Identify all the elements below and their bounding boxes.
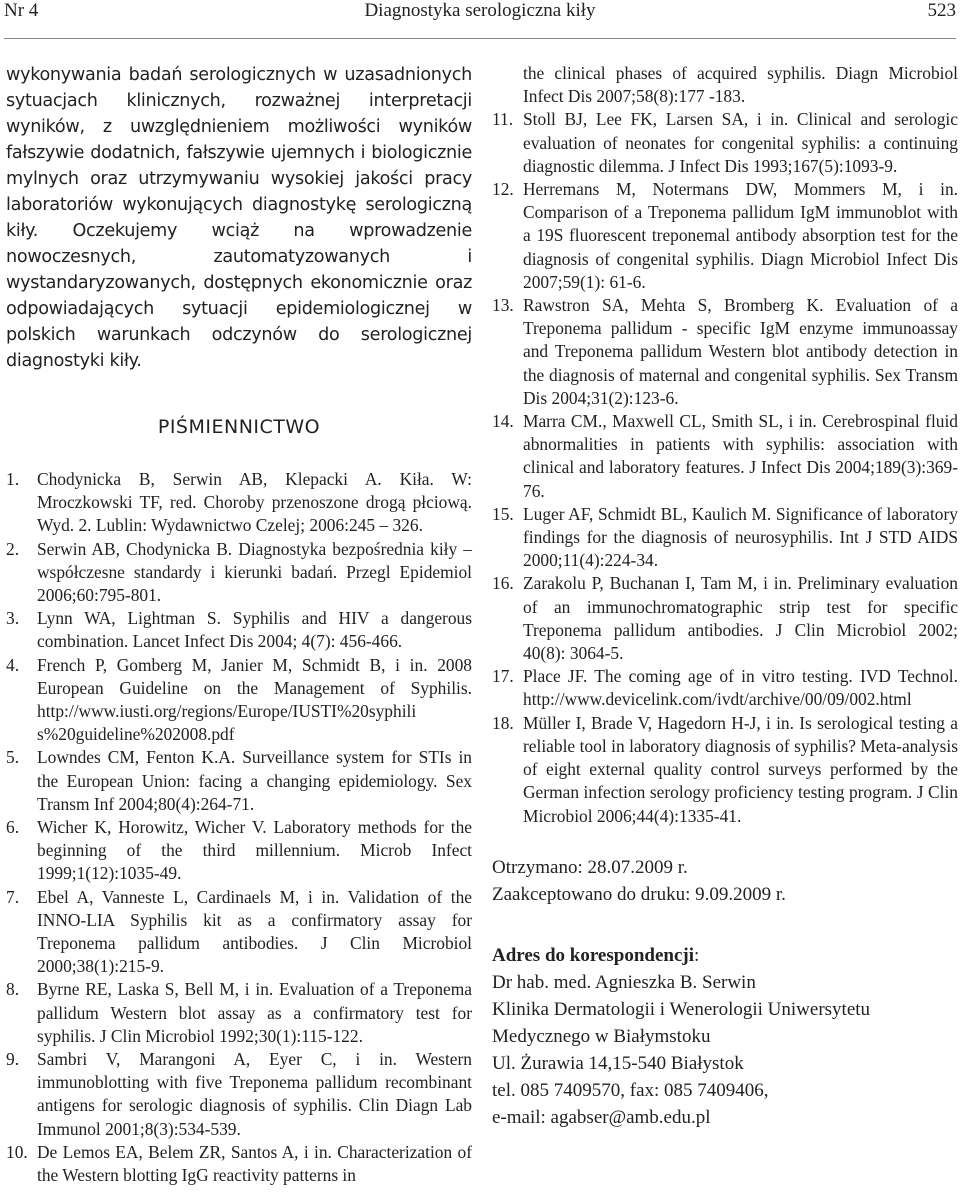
reference-number: 17. — [492, 666, 514, 687]
address-line: Dr hab. med. Agnieszka B. Serwin — [492, 971, 756, 993]
reference-item — [492, 503, 958, 573]
page-header — [0, 0, 960, 40]
page-number: 523 — [927, 0, 956, 21]
reference-number: 16. — [492, 573, 514, 594]
references-list-right — [492, 108, 958, 827]
reference-number: 1. — [6, 469, 20, 489]
reference-item — [6, 538, 472, 608]
reference-item — [6, 1048, 472, 1141]
reference-number: 10. — [6, 1141, 28, 1162]
reference-item — [492, 712, 958, 828]
right-column — [492, 62, 958, 1131]
reference-text: French P, Gomberg M, Janier M, Schmidt B, i in. 2008 European Guideline on the Management of Syphilis. http://www.iusti.org/regions/Europe/IUSTI%20syphili s%20guideline%202008.pdf — [37, 654, 472, 745]
reference-text: Stoll BJ, Lee FK, Larsen SA, i in. Clinical and serologic evaluation of neonates for congenital syphilis: a continuing diagnostic dilemma. J Infect Dis 1993;167(5):1093-9. — [523, 109, 958, 176]
references-heading: PIŚMIENNICTWO — [157, 416, 321, 438]
reference-text: Lynn WA, Lightman S. Syphilis and HIV a dangerous combination. Lancet Infect Dis 2004; 4(7): 456-466. — [37, 608, 472, 652]
reference-item — [492, 410, 958, 503]
reference-item — [6, 468, 472, 538]
received-date: Otrzymano: 28.07.2009 r. — [492, 856, 688, 878]
references-list-left — [6, 468, 472, 1187]
reference-text: Marra CM., Maxwell CL, Smith SL, i in. Cerebrospinal fluid abnormalities in patients with syphilis: association with clinical and laboratory features. J Infect Dis 2004;189(3):369-76. — [523, 411, 958, 501]
reference-text: Luger AF, Schmidt BL, Kaulich M. Significance of laboratory findings for the diagnosis of neurosyphilis. Int J STD AIDS 2000;11(4):224-34. — [523, 503, 958, 571]
correspondence-address — [492, 969, 958, 1131]
correspondence-heading-colon: : — [694, 944, 700, 966]
reference-number: 15. — [492, 503, 514, 524]
reference-number: 12. — [492, 179, 514, 200]
reference-number: 13. — [492, 295, 514, 316]
address-line: tel. 085 7409570, fax: 085 7409406, — [492, 1079, 769, 1101]
reference-text: Müller I, Brade V, Hagedorn H-J, i in. Is serological testing a reliable tool in laboratory diagnosis of syphilis? Meta-analysis of eight external quality control surveys performed by the German infection serology proficiency testing program. J Clin Microbiol 2006;44(4):1335-41. — [523, 712, 958, 826]
reference-text: Sambri V, Marangoni A, Eyer C, i in. Western immunoblotting with five Treponema pallidum recombinant antigens for serologic diagnosis of syphilis. Clin Diagn Lab Immunol 2001;8(3):534-539. — [37, 1049, 472, 1139]
reference-text: Rawstron SA, Mehta S, Bromberg K. Evaluation of a Treponema pallidum - specific IgM enzyme immunoassay and Treponema pallidum Western blot antibody detection in the diagnosis of maternal and congenital syphilis. Sex Transm Dis 2004;31(2):123-6. — [523, 295, 958, 408]
reference-text: Byrne RE, Laska S, Bell M, i in. Evaluation of a Treponema pallidum Western blot assay as a confirmatory test for syphilis. J Clin Microbiol 1992;30(1):115-122. — [37, 979, 472, 1046]
body-paragraph: wykonywania badań serologicznych w uzasadnionych sytuacjach klinicznych, rozważnej interpretacji wyników, z uwzględnieniem możliwości wyników fałszywie dodatnich, fałszywie ujemnych i biologicznie mylnych oraz utrzymywaniu wysokiej jakości pracy laboratoriów wykonujących diagnostykę serologiczną kiły. Oczekujemy wciąż na wprowadzenie nowoczesnych, zautomatyzowanych i wystandaryzowanych, dostępnych ekonomicznie oraz odpowiadających sytuacji epidemiologicznej w polskich warunkach odczynów do serologicznej diagnostyki kiły. — [6, 65, 472, 371]
correspondence-heading — [492, 942, 958, 969]
reference-number: 3. — [6, 608, 20, 629]
address-line: e-mail: agabser@amb.edu.pl — [492, 1106, 711, 1128]
reference-number: 2. — [6, 538, 20, 559]
reference-number: 4. — [6, 654, 20, 675]
reference-number: 11. — [492, 109, 514, 130]
reference-text: Lowndes CM, Fenton K.A. Surveillance system for STIs in the European Union: facing a changing epidemiology. Sex Transm Inf 2004;80(4):264-71. — [37, 747, 472, 814]
reference-number: 9. — [6, 1049, 20, 1070]
address-line: Medycznego w Białymstoku — [492, 1025, 711, 1047]
left-column — [6, 62, 472, 1187]
accepted-date: Zaakceptowano do druku: 9.09.2009 r. — [492, 883, 786, 905]
reference-item — [492, 108, 958, 178]
reference-item — [6, 886, 472, 979]
running-title: Diagnostyka serologiczna kiły — [364, 0, 596, 21]
address-line: Ul. Żurawia 14,15-540 Białystok — [492, 1052, 744, 1074]
address-line: Klinika Dermatologii i Wenerologii Uniwersytetu — [492, 998, 871, 1020]
reference-item — [492, 572, 958, 665]
reference-10-continuation: the clinical phases of acquired syphilis. Diagn Microbiol Infect Dis 2007;58(8):177 -183. — [523, 63, 958, 107]
reference-item — [6, 816, 472, 886]
reference-item — [6, 1141, 472, 1187]
reference-text: De Lemos EA, Belem ZR, Santos A, i in. Characterization of the Western blotting IgG reactivity patterns in — [37, 1141, 472, 1186]
reference-item — [6, 746, 472, 816]
reference-text: Wicher K, Horowitz, Wicher V. Laboratory methods for the beginning of the third millennium. Microb Infect 1999;1(12):1035-49. — [37, 817, 472, 884]
reference-item — [492, 294, 958, 410]
reference-number: 6. — [6, 817, 20, 838]
reference-item — [6, 978, 472, 1048]
reference-text: Zarakolu P, Buchanan I, Tam M, i in. Preliminary evaluation of an immunochromatographic strip test for specific Treponema pallidum antibodies. J Clin Microbiol 2002; 40(8): 3064-5. — [523, 573, 958, 664]
reference-item — [492, 665, 958, 711]
reference-number: 8. — [6, 979, 20, 1000]
header-divider — [4, 38, 956, 39]
reference-number: 5. — [6, 747, 20, 768]
reference-text: Serwin AB, Chodynicka B. Diagnostyka bezpośrednia kiły – współczesne standardy i kierunki badań. Przegl Epidemiol 2006;60:795-801. — [37, 538, 472, 606]
reference-text: Herremans M, Notermans DW, Mommers M, i in. Comparison of a Treponema pallidum IgM immunoblot with a 19S fluorescent treponemal antibody absorption test for the diagnosis of congenital syphilis. Diagn Microbiol Infect Dis 2007;59(1): 61-6. — [523, 179, 958, 292]
reference-number: 14. — [492, 411, 514, 432]
reference-text: Ebel A, Vanneste L, Cardinaels M, i in. Validation of the INNO-LIA Syphilis kit as a confirmatory assay for Treponema pallidum antibodies. J Clin Microbiol 2000;38(1):215-9. — [37, 886, 472, 977]
reference-item — [492, 178, 958, 294]
reference-text: Chodynicka B, Serwin AB, Klepacki A. Kiła. W: Mroczkowski TF, red. Choroby przenoszone drogą płciową. Wyd. 2. Lublin: Wydawnictwo Czelej; 2006:245 – 326. — [37, 469, 472, 536]
journal-issue-number: Nr 4 — [4, 0, 39, 21]
reference-item — [6, 654, 472, 747]
reference-item — [6, 607, 472, 653]
dates-block — [492, 854, 958, 908]
reference-number: 7. — [6, 886, 20, 907]
reference-text: Place JF. The coming age of in vitro testing. IVD Technol. http://www.devicelink.com/ivdt/archive/00/09/002.html — [523, 666, 958, 710]
reference-number: 18. — [492, 712, 514, 733]
correspondence-heading-text: Adres do korespondencji — [492, 944, 694, 966]
